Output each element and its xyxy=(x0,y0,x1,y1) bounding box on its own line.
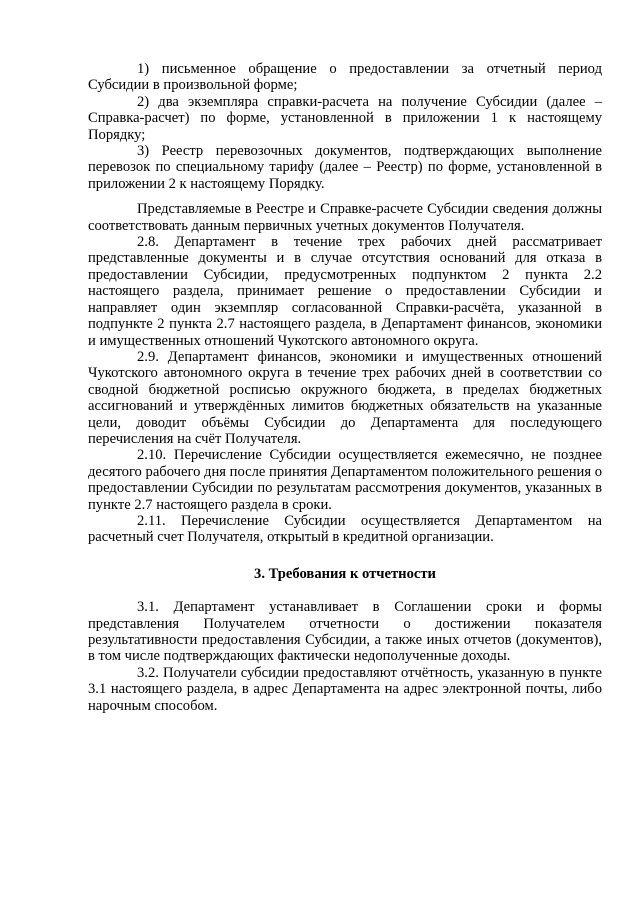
paragraph-item-3: 3) Реестр перевозочных документов, подтверждающих выполнение перевозок по специальному тарифу (далее – Реестр) по форме, установленной в приложении 2 к настоящему Порядку. xyxy=(88,143,602,192)
heading-gap-bottom xyxy=(88,582,602,599)
paragraph-2-8: 2.8. Департамент в течение трех рабочих дней рассматривает представленные документы и в случае отсутствия оснований для отказа в предоставлении Субсидии, предусмотренных подпунктом 2 пункта 2.2 настоящего раздела, принимает решение о предоставлении Субсидии и направляет один экземпляр согласованной Справки-расчёта, указанной в подпункте 2 пункта 2.7 настоящего раздела, в Департамент финансов, экономики и имущественных отношений Чукотского автономного округа. xyxy=(88,234,602,349)
paragraph-gap xyxy=(88,192,602,201)
paragraph-item-1: 1) письменное обращение о предоставлении за отчетный период Субсидии в произвольной форме; xyxy=(88,61,602,94)
heading-gap-top xyxy=(88,546,602,566)
document-body xyxy=(88,61,602,714)
section-heading: 3. Требования к отчетности xyxy=(254,565,436,582)
paragraph-2-10: 2.10. Перечисление Субсидии осуществляется ежемесячно, не позднее десятого рабочего дня после принятия Департаментом положительного решения о предоставлении Субсидии по результатам рассмотрения документов, указанных в пункте 2.7 настоящего раздела в сроки. xyxy=(88,447,602,513)
paragraph-2-9: 2.9. Департамент финансов, экономики и имущественных отношений Чукотского автономного округа в течение трех рабочих дней в соответствии со сводной бюджетной росписью окружного бюджета, в пределах бюджетных ассигнований и утверждённых лимитов бюджетных обязательств на указанные цели, доводит объёмы Субсидии до Департамента для последующего перечисления на счёт Получателя. xyxy=(88,348,602,447)
paragraph-3-1: 3.1. Департамент устанавливает в Соглашении сроки и формы представления Получателем отчетности о достижении показателя результативности предоставления Субсидии, а также иных отчетов (документов), в том числе подтверждающих фактически недополученные доходы. xyxy=(88,599,602,665)
paragraph-item-2: 2) два экземпляра справки-расчета на получение Субсидии (далее – Справка-расчет) по форме, установленной в приложении 1 к настоящему Порядку; xyxy=(88,93,602,143)
paragraph-data-requirements: Представляемые в Реестре и Справке-расчете Субсидии сведения должны соответствовать данным первичных учетных документов Получателя. xyxy=(88,201,602,234)
paragraph-2-11: 2.11. Перечисление Субсидии осуществляется Департаментом на расчетный счет Получателя, открытый в кредитной организации. xyxy=(88,512,602,546)
paragraph-3-2: 3.2. Получатели субсидии предоставляют отчётность, указанную в пункте 3.1 настоящего раздела, в адрес Департамента на адрес электронной почты, либо нарочным способом. xyxy=(88,664,602,714)
